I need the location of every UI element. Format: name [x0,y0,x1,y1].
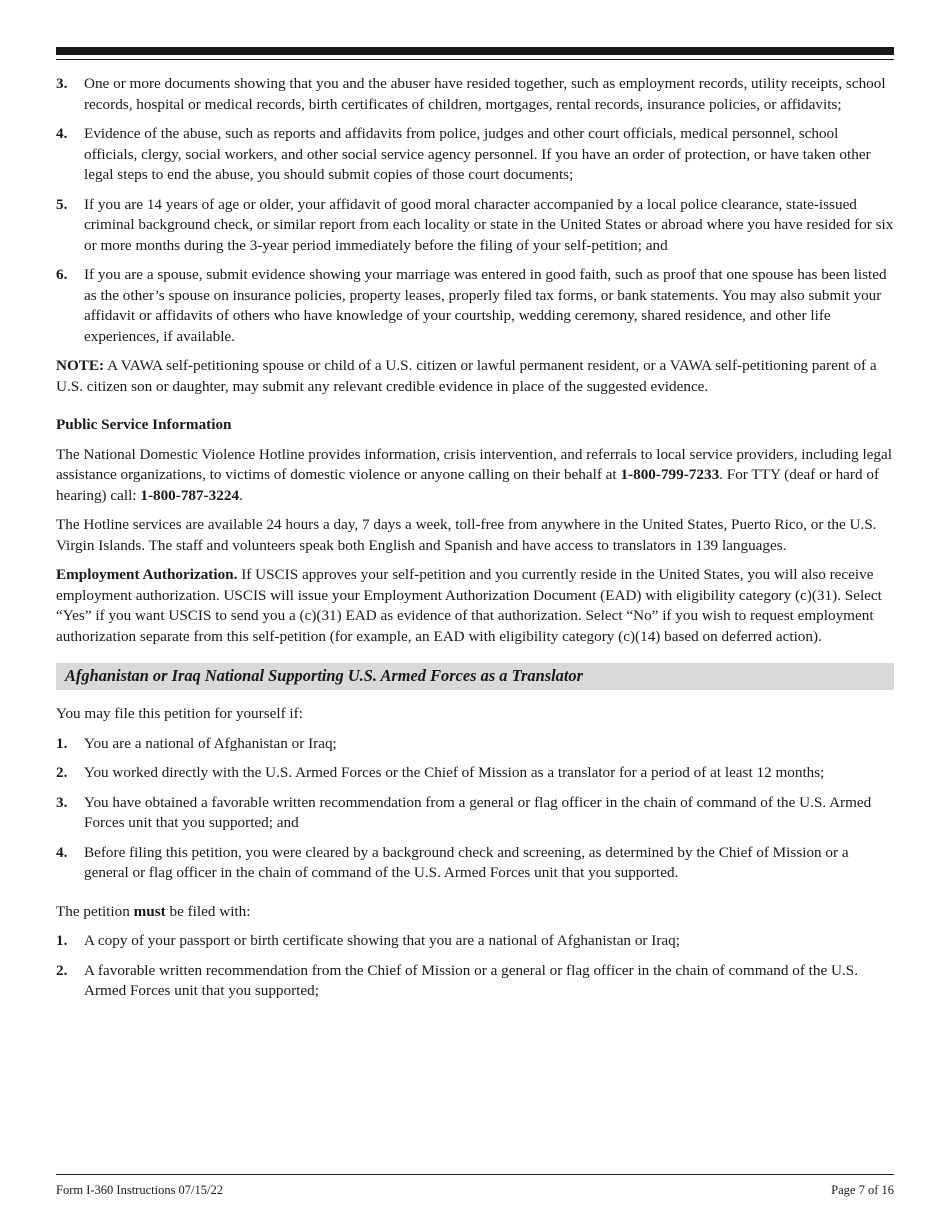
list-text: If you are 14 years of age or older, your affidavit of good moral character accompanied by a local police clearance, state-issued criminal background check, or similar report from each locality or state in the United States or abroad where you have resided for six or more months during the 3-year period immediately before the filing of your self-petition; and [84,195,894,254]
list-number: 2. [56,764,68,781]
list-item [56,931,894,952]
list-text: Before filing this petition, you were cleared by a background check and screening, as determined by the Chief of Mission or a general or flag officer in the chain of command of the U.S. Armed Forces unit that you supported. [84,843,849,881]
list-number: 4. [56,125,68,142]
list-number: 2. [56,961,68,979]
section-intro: You may file this petition for yourself if: [56,705,303,722]
list-text: Evidence of the abuse, such as reports and affidavits from police, judges and other court officials, medical personnel, school officials, clergy, social workers, and other social service agency personnel. If you have an order of protection, or have taken other legal steps to end the abuse, you should submit copies of those court documents; [84,125,871,183]
list-item [56,843,894,884]
note-label: NOTE: [56,357,105,374]
must-text: The petition [56,902,134,920]
must-text: be filed with: [165,902,251,920]
header-rule-thick [56,47,894,55]
employment-paragraph [56,565,894,647]
must-emphasis: must [133,902,166,920]
list-item [56,793,894,834]
hotline-text: The National Domestic Violence Hotline provides information, crisis intervention, and referrals to local service providers, including legal assistance organizations, to victims of domestic violence or anyone calling on their behalf at [56,445,892,483]
list-text: A favorable written recommendation from the Chief of Mission or a general or flag officer in the chain of command of the U.S. Armed Forces unit that you supported; [84,961,859,999]
note-text: A VAWA self-petitioning spouse or child of a U.S. citizen or lawful permanent resident, or a VAWA self-petitioning parent of a U.S. citizen son or daughter, may submit any relevant credible evidence in place of the suggested evidence. [56,357,877,395]
footer-rule [56,1174,894,1175]
public-service-heading: Public Service Information [56,416,232,433]
tty-phone: 1-800-787-3224 [140,486,240,504]
list-text: If you are a spouse, submit evidence showing your marriage was entered in good faith, such as proof that one spouse has been listed as the other’s spouse on insurance policies, property leases, properly filed tax forms, or bank statements. You may also submit your affidavit or affidavits of others who have knowledge of your courtship, wedding ceremony, shared residence, and other life experiences, if available. [84,266,887,345]
list-item [56,763,894,784]
list-number: 3. [56,793,68,811]
footer-page-number: Page 7 of 16 [831,1183,894,1197]
list-number: 1. [56,734,68,752]
hotline-phone: 1-800-799-7233 [620,466,720,483]
list-item [56,734,894,755]
page-footer [56,1183,894,1198]
list-text: One or more documents showing that you and the abuser have resided together, such as employment records, utility receipts, school records, hospital or medical records, birth certificates of children, mortgages, rental records, insurance policies, or affidavits; [84,75,886,113]
hotline-paragraph [56,445,894,507]
list-number: 1. [56,932,68,949]
header-rule-thin [56,59,894,60]
list-text: A copy of your passport or birth certificate showing that you are a national of Afghanistan or Iraq; [84,932,680,949]
page-body [56,74,894,1011]
list-item [56,74,894,115]
hotline-text: . [239,486,243,504]
list-item [56,265,894,347]
list-item [56,195,894,257]
list-number: 6. [56,266,68,283]
list-text: You are a national of Afghanistan or Iraq; [84,734,337,752]
footer-form-id: Form I-360 Instructions 07/15/22 [56,1183,224,1197]
hotline-services-paragraph: The Hotline services are available 24 hours a day, 7 days a week, toll-free from anywhere in the United States, Puerto Rico, or the U.S. Virgin Islands. The staff and volunteers speak both English and Spanish and have access to translators in 139 languages. [56,516,877,554]
list-text: You worked directly with the U.S. Armed Forces or the Chief of Mission as a translator for a period of at least 12 months; [84,764,825,781]
list-item [56,961,894,1002]
list-text: You have obtained a favorable written recommendation from a general or flag officer in the chain of command of the U.S. Armed Forces unit that you supported; and [84,793,872,831]
section-title-banner: Afghanistan or Iraq National Supporting U.S. Armed Forces as a Translator [56,663,894,690]
list-number: 5. [56,195,68,213]
list-number: 3. [56,75,68,92]
must-file-paragraph [56,902,894,923]
employment-text: If USCIS approves your self-petition and you currently reside in the United States, you will also receive employment authorization. USCIS will issue your Employment Authorization Document (EAD) with eligibility category (c)(31). Select “Yes” if you want USCIS to send you a (c)(31) EAD as evidence of that authorization. Select “No” if you wish to request employment authorization separate from this self-petition (for example, an EAD with eligibility category (c)(14) based on deferred action). [56,566,882,645]
list-number: 4. [56,843,68,861]
hotline-text: . For TTY (deaf or hard of hearing) call: [56,466,880,504]
list-item [56,124,894,186]
note-paragraph [56,356,894,397]
employment-label: Employment Authorization. [56,566,238,583]
